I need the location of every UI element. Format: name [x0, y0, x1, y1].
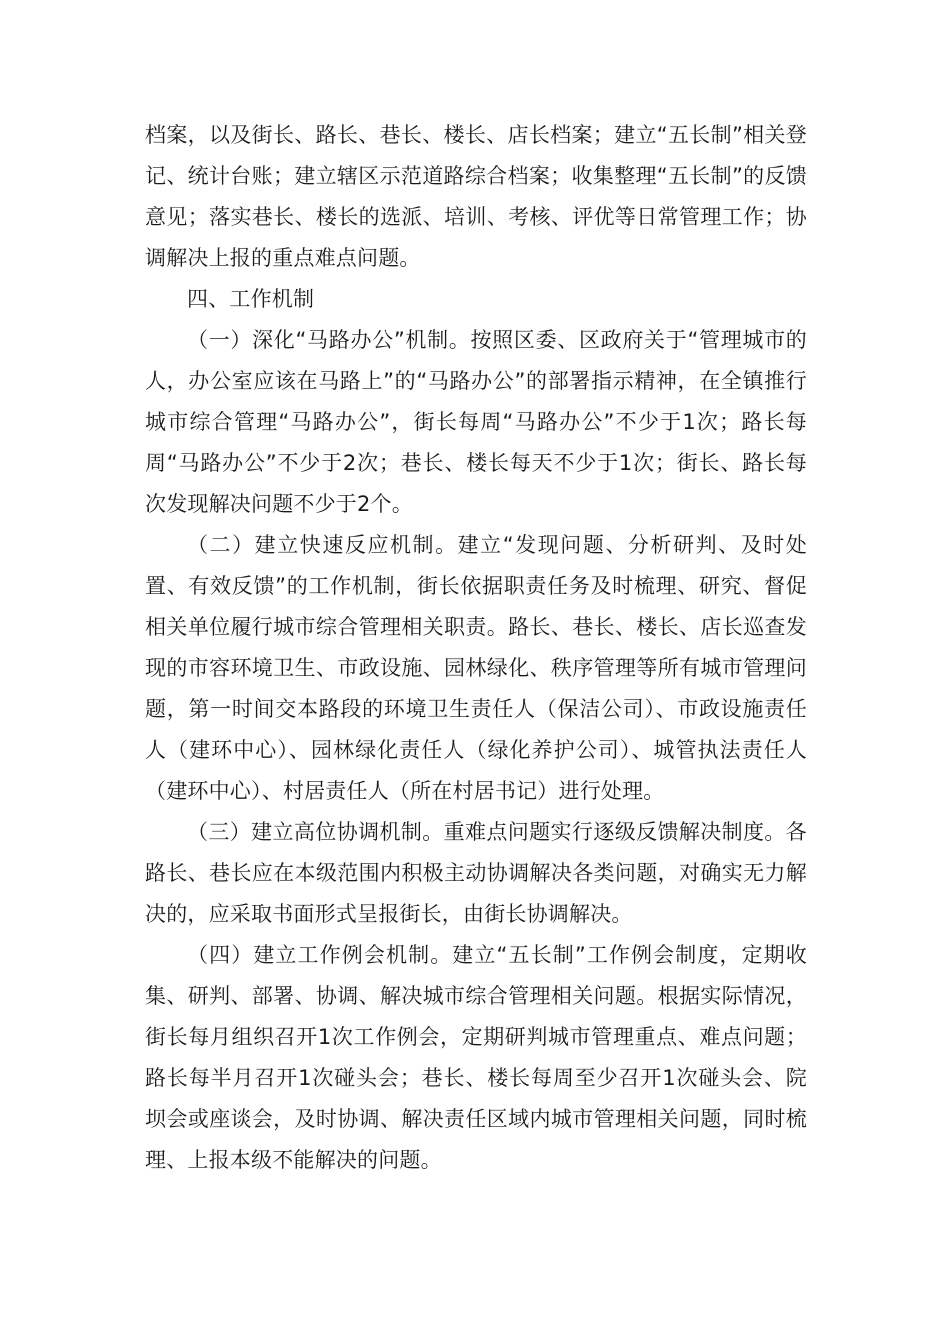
paragraph-work-meeting-mechanism: （四）建立工作例会机制。建立“五长制”工作例会制度，定期收集、研判、部署、协调、解决城市综合管理相关问题。根据实际情况，街长每月组织召开1次工作例会，定期研判城市管理重点、难点问题；路长每半月召开1次碰头会；巷长、楼长每周至少召开1次碰头会、院坝会或座谈会，及时协调、解决责任区域内城市管理相关问题，同时梳理、上报本级不能解决的问题。	[145, 943, 807, 1172]
paragraph-road-office-mechanism: （一）深化“马路办公”机制。按照区委、区政府关于“管理城市的人，办公室应该在马路上”的“马路办公”的部署指示精神，在全镇推行城市综合管理“马路办公”，街长每周“马路办公”不少于1次；路长每周“马路办公”不少于2次；巷长、楼长每天不少于1次；街长、路长每次发现解决问题不少于2个。	[145, 328, 807, 516]
paragraph-high-level-coordination-mechanism: （三）建立高位协调机制。重难点问题实行逐级反馈解决制度。各路长、巷长应在本级范围内积极主动协调解决各类问题，对确实无力解决的，应采取书面形式呈报街长，由街长协调解决。	[145, 820, 807, 926]
section-heading-work-mechanism: 四、工作机制	[187, 287, 315, 311]
paragraph-archive-duties: 档案，以及街长、路长、巷长、楼长、店长档案；建立“五长制”相关登记、统计台账；建立辖区示范道路综合档案；收集整理“五长制”的反馈意见；落实巷长、楼长的选派、培训、考核、评优等日常管理工作；协调解决上报的重点难点问题。	[145, 123, 807, 270]
paragraph-rapid-response-mechanism: （二）建立快速反应机制。建立“发现问题、分析研判、及时处置、有效反馈”的工作机制，街长依据职责任务及时梳理、研究、督促相关单位履行城市综合管理相关职责。路长、巷长、楼长、店长巡查发现的市容环境卫生、市政设施、园林绿化、秩序管理等所有城市管理问题，第一时间交本路段的环境卫生责任人（保洁公司）、市政设施责任人（建环中心）、园林绿化责任人（绿化养护公司）、城管执法责任人（建环中心）、村居责任人（所在村居书记）进行处理。	[145, 533, 807, 803]
document-body	[145, 115, 807, 1181]
